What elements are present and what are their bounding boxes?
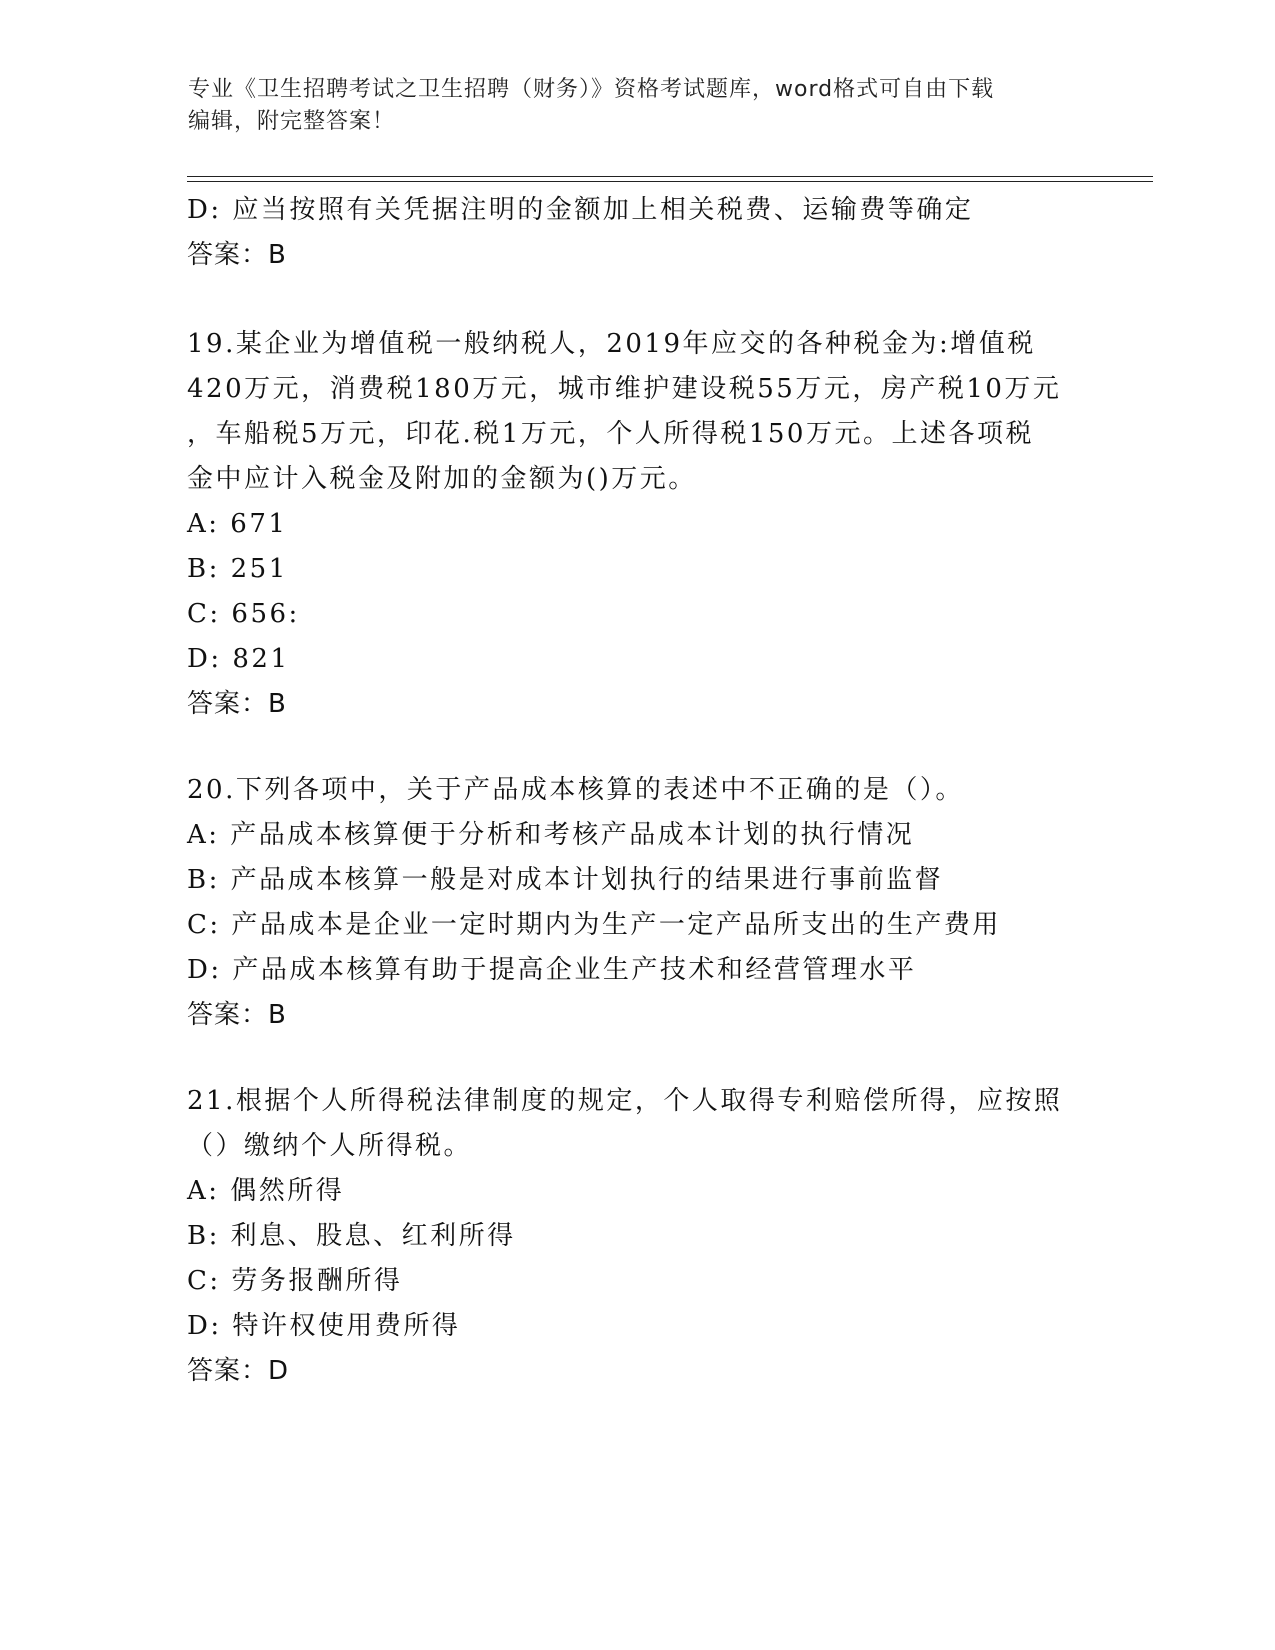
answer: 答案：B <box>187 1000 287 1030</box>
question-content <box>187 188 1087 1394</box>
question-stem-line: 金中应计入税金及附加的金额为()万元。 <box>187 464 697 494</box>
answer: 答案：D <box>187 1356 290 1386</box>
answer: 答案：B <box>187 689 287 719</box>
option-a: A: 671 <box>187 509 288 539</box>
question-stem-line: （）缴纳个人所得税。 <box>187 1131 473 1161</box>
document-header <box>188 74 1088 138</box>
header-line-2: 编辑，附完整答案！ <box>188 109 396 134</box>
option-b: B: 利息、股息、红利所得 <box>187 1221 516 1251</box>
question-21 <box>187 1079 1087 1394</box>
option-c: C: 劳务报酬所得 <box>187 1266 403 1296</box>
question-stem-line: 20.下列各项中，关于产品成本核算的表述中不正确的是（）。 <box>187 775 964 805</box>
question-stem-line: ，车船税5万元，印花.税1万元，个人所得税150万元。上述各项税 <box>187 419 1034 449</box>
prev-answer: 答案：B <box>187 240 287 270</box>
header-line-1: 专业《卫生招聘考试之卫生招聘（财务）》资格考试题库，word格式可自由下载 <box>188 77 995 102</box>
question-19 <box>187 322 1087 727</box>
header-divider-top <box>187 176 1153 177</box>
option-c: C: 产品成本是企业一定时期内为生产一定产品所支出的生产费用 <box>187 910 1001 940</box>
spacer <box>187 727 1087 768</box>
question-stem-line: 21.根据个人所得税法律制度的规定，个人取得专利赔偿所得，应按照 <box>187 1086 1063 1116</box>
prev-option-d: D: 应当按照有关凭据注明的金额加上相关税费、运输费等确定 <box>187 195 974 225</box>
question-20 <box>187 768 1087 1038</box>
option-a: A: 偶然所得 <box>187 1176 345 1206</box>
option-a: A: 产品成本核算便于分析和考核产品成本计划的执行情况 <box>187 820 915 850</box>
header-divider-bottom <box>187 181 1153 182</box>
spacer <box>187 1038 1087 1079</box>
question-stem-line: 19.某企业为增值税一般纳税人，2019年应交的各种税金为:增值税 <box>187 329 1036 359</box>
spacer <box>187 278 1087 322</box>
option-d: D: 821 <box>187 644 290 674</box>
option-c: C: 656: <box>187 599 300 629</box>
option-d: D: 特许权使用费所得 <box>187 1311 461 1341</box>
option-b: B: 产品成本核算一般是对成本计划执行的结果进行事前监督 <box>187 865 944 895</box>
option-d: D: 产品成本核算有助于提高企业生产技术和经营管理水平 <box>187 955 917 985</box>
option-b: B: 251 <box>187 554 288 584</box>
question-stem-line: 420万元，消费税180万元，城市维护建设税55万元，房产税10万元 <box>187 374 1062 404</box>
